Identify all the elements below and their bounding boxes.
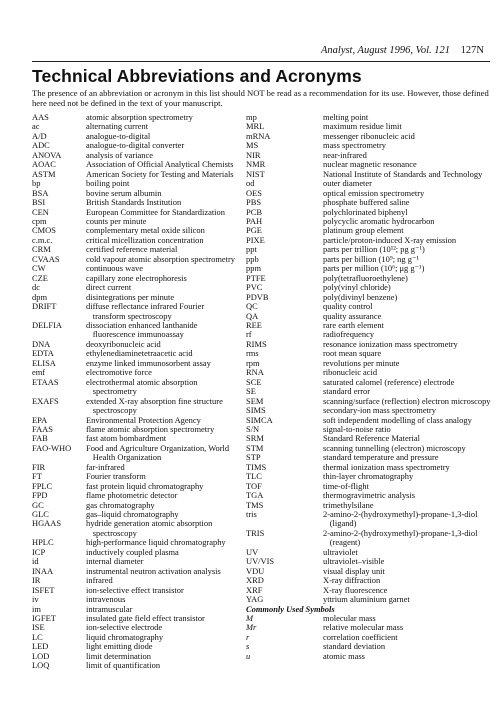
abbreviation-definition: thin-layer chromatography: [323, 471, 414, 482]
abbreviation-definition: electromotive force: [86, 367, 152, 378]
abbreviation-definition: disintegrations per minute: [86, 291, 175, 302]
abbreviation-term: PBS: [246, 197, 262, 208]
abbreviation-term: DRIFT: [32, 301, 57, 312]
abbreviation-definition: gas–liquid chromatography: [86, 509, 179, 520]
abbreviation-term: STP: [246, 452, 261, 463]
abbreviation-term: IGFET: [32, 613, 56, 624]
abbreviation-definition: relative molecular mass: [323, 622, 404, 633]
abbreviation-definition: standard deviation: [323, 641, 386, 652]
abbreviation-term: MS: [246, 140, 259, 151]
abbreviation-definition: bovine serum albumin: [86, 187, 162, 198]
abbreviation-entry: [246, 141, 498, 150]
abbreviation-term: ADC: [32, 140, 50, 151]
abbreviation-term: od: [246, 178, 255, 189]
abbreviation-term: FAAS: [32, 423, 53, 434]
abbreviation-definition: Fourier transform: [86, 471, 146, 482]
abbreviation-term: CVAAS: [32, 253, 60, 264]
abbreviation-term: CEN: [32, 206, 49, 217]
abbreviation-definition: Food and Agriculture Organization, World Health Organization: [86, 442, 230, 463]
abbreviation-term: OES: [246, 187, 262, 198]
abbreviation-definition: thermogravimetric analysis: [323, 490, 416, 501]
abbreviation-term: s: [246, 641, 250, 652]
abbreviation-definition: nuclear magnetic resonance: [323, 159, 417, 170]
abbreviation-term: STM: [246, 442, 264, 453]
abbreviation-definition: secondary-ion mass spectrometry: [323, 405, 436, 416]
abbreviation-term: PTFE: [246, 272, 266, 283]
abbreviation-definition: deoxyribonucleic acid: [86, 338, 161, 349]
abbreviation-term: ISE: [32, 622, 45, 633]
abbreviation-definition: X-ray fluorescence: [323, 584, 388, 595]
abbreviation-definition: extended X-ray absorption fine structure spectroscopy: [86, 395, 223, 416]
abbreviation-term: ppb: [246, 253, 259, 264]
abbreviation-definition: certified reference material: [86, 244, 178, 255]
abbreviation-term: SE: [246, 386, 256, 397]
abbreviation-term: XRF: [246, 584, 263, 595]
abbreviation-definition: inductively coupled plasma: [86, 546, 179, 557]
abbreviation-definition: particle/proton-induced X-ray emission: [323, 234, 457, 245]
abbreviation-definition: ion-selective effect transistor: [86, 584, 184, 595]
abbreviation-definition: critical micellization concentration: [86, 234, 204, 245]
abbreviation-entry: [32, 586, 237, 595]
abbreviation-term: IR: [32, 575, 41, 586]
abbreviation-term: ANOVA: [32, 149, 62, 160]
page-header: [0, 45, 492, 59]
abbreviation-entry: [32, 378, 237, 397]
abbreviation-term: SRM: [246, 433, 264, 444]
abbreviation-definition: high-performance liquid chromatography: [86, 537, 226, 548]
abbreviation-definition: electrothermal atomic absorption spectrometry: [86, 376, 198, 397]
abbreviation-term: RIMS: [246, 338, 267, 349]
abbreviation-definition: National Institute of Standards and Technology: [323, 168, 483, 179]
abbreviation-term: NIR: [246, 149, 261, 160]
abbreviation-term: LED: [32, 641, 49, 652]
abbreviation-term: GLC: [32, 509, 49, 520]
abbreviation-term: FAB: [32, 433, 48, 444]
abbreviation-definition: enzyme linked immunosorbent assay: [86, 357, 211, 368]
abbreviation-term: SIMCA: [246, 414, 273, 425]
abbreviation-entry: [246, 652, 498, 661]
page-number: 127N: [460, 45, 484, 56]
abbreviation-term: im: [32, 603, 41, 614]
abbreviation-term: Mr: [246, 622, 257, 633]
abbreviation-definition: mass spectrometry: [323, 140, 387, 151]
abbreviation-definition: fast protein liquid chromatography: [86, 480, 204, 491]
abbreviation-term: rms: [246, 348, 259, 359]
abbreviation-definition: limit of quantification: [86, 660, 161, 671]
abbreviation-term: EXAFS: [32, 395, 59, 406]
abbreviation-term: id: [32, 556, 39, 567]
abbreviation-term: ICP: [32, 546, 46, 557]
abbreviation-term: NMR: [246, 159, 266, 170]
abbreviation-definition: optical emission spectrometry: [323, 187, 425, 198]
abbreviation-term: PAH: [246, 215, 263, 226]
abbreviation-definition: molecular mass: [323, 613, 376, 624]
abbreviation-entry: [246, 378, 498, 387]
abbreviation-term: YAG: [246, 594, 264, 605]
abbreviation-definition: alternating current: [86, 121, 149, 132]
abbreviation-definition: instrumental neutron activation analysis: [86, 565, 221, 576]
intro-paragraph: The presence of an abbreviation or acronym in this list should NOT be read as a recommendation for its use. However, those defined here need not be defined in the text of your manuscript.: [32, 88, 489, 109]
abbreviation-term: XRD: [246, 575, 264, 586]
abbreviation-definition: capillary zone electrophoresis: [86, 272, 187, 283]
right-abbreviation-column: [246, 113, 498, 661]
abbreviation-term: AAS: [32, 112, 49, 122]
abbreviation-definition: X-ray diffraction: [323, 575, 381, 586]
abbreviation-definition: standard temperature and pressure: [323, 452, 439, 463]
abbreviation-term: INAA: [32, 565, 54, 576]
abbreviation-definition: 2-amino-2-(hydroxymethyl)-propane-1,3-diol (ligand): [323, 509, 478, 529]
abbreviation-term: ELISA: [32, 357, 56, 368]
abbreviation-entry: [32, 567, 237, 576]
abbreviation-term: FT: [32, 471, 42, 482]
abbreviation-term: FPLC: [32, 480, 53, 491]
abbreviation-term: DELFIA: [32, 319, 62, 330]
abbreviation-definition: continuous wave: [86, 263, 143, 274]
abbreviation-definition: ion-selective electrode: [86, 622, 163, 633]
abbreviation-term: GC: [32, 499, 44, 510]
abbreviation-definition: maximum residue limit: [323, 121, 402, 132]
journal-citation: Analyst, August 1996, Vol. 121: [320, 45, 450, 56]
abbreviation-definition: Environmental Protection Agency: [86, 414, 201, 425]
abbreviation-definition: American Society for Testing and Materials: [86, 168, 234, 179]
abbreviation-term: SIMS: [246, 405, 266, 416]
abbreviation-term: FIR: [32, 461, 46, 472]
abbreviation-definition: revolutions per minute: [323, 357, 400, 368]
abbreviation-definition: internal diameter: [86, 556, 144, 567]
abbreviation-definition: parts per million (10⁶; μg g⁻¹): [323, 263, 425, 274]
abbreviation-definition: boiling point: [86, 178, 130, 189]
abbreviation-definition: visual display unit: [323, 565, 385, 576]
abbreviation-term: PCB: [246, 206, 262, 217]
abbreviation-term: rpm: [246, 357, 260, 368]
abbreviation-definition: counts per minute: [86, 215, 147, 226]
abbreviation-definition: soft independent modelling of class analogy: [323, 414, 472, 425]
abbreviation-term: DNA: [32, 338, 51, 349]
abbreviation-definition: poly(divinyl benzene): [323, 291, 398, 302]
abbreviation-term: QA: [246, 310, 259, 321]
abbreviation-definition: diffuse reflectance infrared Fourier transform spectroscopy: [86, 301, 205, 321]
abbreviation-definition: dissociation enhanced lanthanide fluorescence immunoassay: [86, 319, 198, 340]
abbreviation-term: r: [246, 631, 250, 642]
abbreviation-term: LOD: [32, 650, 50, 661]
abbreviation-term: SCE: [246, 376, 262, 387]
abbreviation-definition: yttrium aluminium garnet: [323, 594, 410, 605]
abbreviation-definition: atomic absorption spectrometry: [86, 112, 193, 122]
abbreviation-entry: [246, 529, 498, 548]
abbreviation-entry: [32, 397, 237, 416]
abbreviation-entry: [32, 321, 237, 340]
abbreviation-entry: [32, 661, 237, 670]
abbreviation-definition: intramuscular: [86, 603, 133, 614]
abbreviation-term: TGA: [246, 490, 264, 501]
abbreviation-definition: ultraviolet: [323, 546, 358, 557]
abbreviation-term: VDU: [246, 565, 265, 576]
abbreviation-term: SEM: [246, 395, 264, 406]
abbreviation-term: PDVB: [246, 291, 269, 302]
abbreviation-definition: cold vapour atomic absorption spectrometry: [86, 253, 236, 264]
abbreviation-term: ETAAS: [32, 376, 59, 387]
abbreviation-entry: [32, 302, 237, 321]
abbreviation-definition: platinum group element: [323, 225, 404, 236]
abbreviation-term: MRL: [246, 121, 265, 132]
abbreviation-term: S/N: [246, 423, 260, 434]
abbreviation-definition: ethylenediaminetetraacetic acid: [86, 348, 193, 359]
abbreviation-term: iv: [32, 594, 39, 605]
abbreviation-definition: complementary metal oxide silicon: [86, 225, 205, 236]
abbreviation-term: ac: [32, 121, 40, 132]
abbreviation-term: PIXE: [246, 234, 265, 245]
abbreviation-term: BSI: [32, 197, 46, 208]
abbreviation-term: emf: [32, 367, 46, 378]
abbreviation-term: UV: [246, 546, 259, 557]
abbreviation-definition: melting point: [323, 112, 369, 122]
abbreviation-definition: messenger ribonucleic acid: [323, 130, 415, 141]
abbreviation-definition: time-of-flight: [323, 480, 369, 491]
abbreviation-term: TLC: [246, 471, 262, 482]
abbreviation-term: CRM: [32, 244, 51, 255]
abbreviation-term: UV/VIS: [246, 556, 275, 567]
abbreviation-term: dc: [32, 282, 40, 293]
abbreviation-definition: quality control: [323, 301, 373, 312]
abbreviation-term: CW: [32, 263, 46, 274]
abbreviation-term: FPD: [32, 490, 48, 501]
abbreviation-definition: direct current: [86, 282, 132, 293]
abbreviation-term: EDTA: [32, 348, 54, 359]
abbreviation-definition: poly(vinyl chloride): [323, 282, 391, 293]
abbreviation-definition: far-infrared: [86, 461, 125, 472]
abbreviation-definition: thermal ionization mass spectrometry: [323, 461, 450, 472]
abbreviation-definition: limit determination: [86, 650, 151, 661]
abbreviation-entry: [32, 444, 237, 463]
abbreviation-term: PGE: [246, 225, 262, 236]
abbreviation-term: TMS: [246, 499, 264, 510]
abbreviation-definition: Association of Official Analytical Chemists: [86, 159, 234, 170]
abbreviation-entry: [246, 510, 498, 529]
abbreviation-term: cpm: [32, 215, 47, 226]
abbreviation-definition: flame atomic absorption spectrometry: [86, 423, 215, 434]
abbreviation-term: ppt: [246, 244, 257, 255]
abbreviation-definition: trimethylsilane: [323, 499, 374, 510]
abbreviation-term: QC: [246, 301, 258, 312]
abbreviation-term: mRNA: [246, 130, 271, 141]
abbreviation-term: LC: [32, 631, 43, 642]
abbreviation-definition: scanning/surface (reflection) electron microscopy: [323, 395, 491, 406]
abbreviation-definition: Standard Reference Material: [323, 433, 420, 444]
abbreviation-term: ISFET: [32, 584, 55, 595]
symbols-heading: Commonly Used Symbols: [246, 603, 335, 614]
abbreviation-definition: root mean square: [323, 348, 382, 359]
left-abbreviation-column: [32, 113, 237, 671]
abbreviation-definition: light emitting diode: [86, 641, 153, 652]
abbreviation-definition: intravenous: [86, 594, 126, 605]
abbreviation-term: HPLC: [32, 537, 54, 548]
abbreviation-term: M: [246, 613, 254, 624]
abbreviation-entry: [246, 170, 498, 179]
abbreviation-entry: [246, 293, 498, 302]
abbreviation-definition: poly(tetrafluoroethylene): [323, 272, 408, 283]
abbreviation-entry: [246, 472, 498, 481]
abbreviation-definition: polycyclic aromatic hydrocarbon: [323, 215, 435, 226]
abbreviation-definition: British Standards Institution: [86, 197, 182, 208]
abbreviation-definition: insulated gate field effect transistor: [86, 613, 205, 624]
abbreviation-term: tris: [246, 509, 257, 520]
abbreviation-definition: phosphate buffered saline: [323, 197, 410, 208]
abbreviation-term: PVC: [246, 282, 263, 293]
abbreviation-definition: near-infrared: [323, 149, 367, 160]
abbreviation-definition: scanning tunnelling (electron) microscopy: [323, 442, 466, 453]
abbreviation-term: HGAAS: [32, 518, 62, 529]
abbreviation-term: TIMS: [246, 461, 267, 472]
abbreviation-term: bp: [32, 178, 41, 189]
abbreviation-definition: parts per billion (10⁹; ng g⁻¹: [323, 253, 419, 264]
abbreviation-term: ppm: [246, 263, 262, 274]
abbreviation-definition: infrared: [86, 575, 113, 586]
abbreviation-definition: fast atom bombardment: [86, 433, 167, 444]
abbreviation-entry: [32, 170, 237, 179]
abbreviation-definition: polychlorinated biphenyl: [323, 206, 408, 217]
abbreviation-definition: ultraviolet–visible: [323, 556, 385, 567]
abbreviation-definition: analogue-to-digital: [86, 130, 151, 141]
page-title: Technical Abbreviations and Acronyms: [32, 66, 362, 86]
abbreviation-definition: liquid chromatography: [86, 631, 164, 642]
abbreviation-definition: saturated calomel (reference) electrode: [323, 376, 455, 387]
abbreviation-definition: quality assurance: [323, 310, 382, 321]
abbreviation-definition: flame photometric detector: [86, 490, 178, 501]
abbreviation-term: LOQ: [32, 660, 50, 671]
abbreviation-entry: [32, 274, 237, 283]
abbreviation-term: A/D: [32, 130, 47, 141]
abbreviation-definition: atomic mass: [323, 650, 365, 661]
abbreviation-term: RNA: [246, 367, 264, 378]
abbreviation-entry: [32, 519, 237, 538]
abbreviation-definition: resonance ionization mass spectrometry: [323, 338, 458, 349]
abbreviation-term: c.m.c.: [32, 234, 53, 245]
abbreviation-term: dpm: [32, 291, 48, 302]
abbreviation-term: TOF: [246, 480, 262, 491]
abbreviation-definition: European Committee for Standardization: [86, 206, 225, 217]
abbreviation-term: NIST: [246, 168, 265, 179]
abbreviation-definition: radiofrequency: [323, 329, 375, 340]
abbreviation-term: TRIS: [246, 527, 265, 538]
abbreviation-definition: outer diameter: [323, 178, 372, 189]
abbreviation-term: REE: [246, 319, 262, 330]
abbreviation-definition: ribonucleic acid: [323, 367, 378, 378]
abbreviation-term: rf: [246, 329, 252, 340]
abbreviation-term: FAO-WHO: [32, 442, 72, 453]
abbreviation-definition: gas chromatography: [86, 499, 155, 510]
abbreviation-term: ASTM: [32, 168, 56, 179]
abbreviation-term: mp: [246, 112, 257, 122]
abbreviation-term: CMOS: [32, 225, 56, 236]
abbreviation-term: AOAC: [32, 159, 56, 170]
abbreviation-definition: 2-amino-2-(hydroxymethyl)-propane-1,3-diol (reagent): [323, 527, 478, 548]
abbreviation-definition: rare earth element: [323, 319, 384, 330]
abbreviation-term: EPA: [32, 414, 48, 425]
abbreviation-term: CZE: [32, 272, 48, 283]
abbreviation-definition: hydride generation atomic absorption spectroscopy: [86, 518, 213, 538]
abbreviation-definition: correlation coefficient: [323, 631, 398, 642]
abbreviation-definition: signal-to-noise ratio: [323, 423, 391, 434]
header-rule: [32, 61, 490, 62]
abbreviation-definition: analysis of variance: [86, 149, 154, 160]
abbreviation-definition: analogue-to-digital converter: [86, 140, 185, 151]
abbreviation-entry: [246, 642, 498, 651]
abbreviation-term: u: [246, 650, 251, 661]
abbreviation-definition: parts per trillion (10¹²; pg g⁻¹): [323, 244, 425, 255]
abbreviation-definition: standard error: [323, 386, 371, 397]
abbreviation-term: BSA: [32, 187, 49, 198]
abbreviation-entry: [32, 595, 237, 604]
